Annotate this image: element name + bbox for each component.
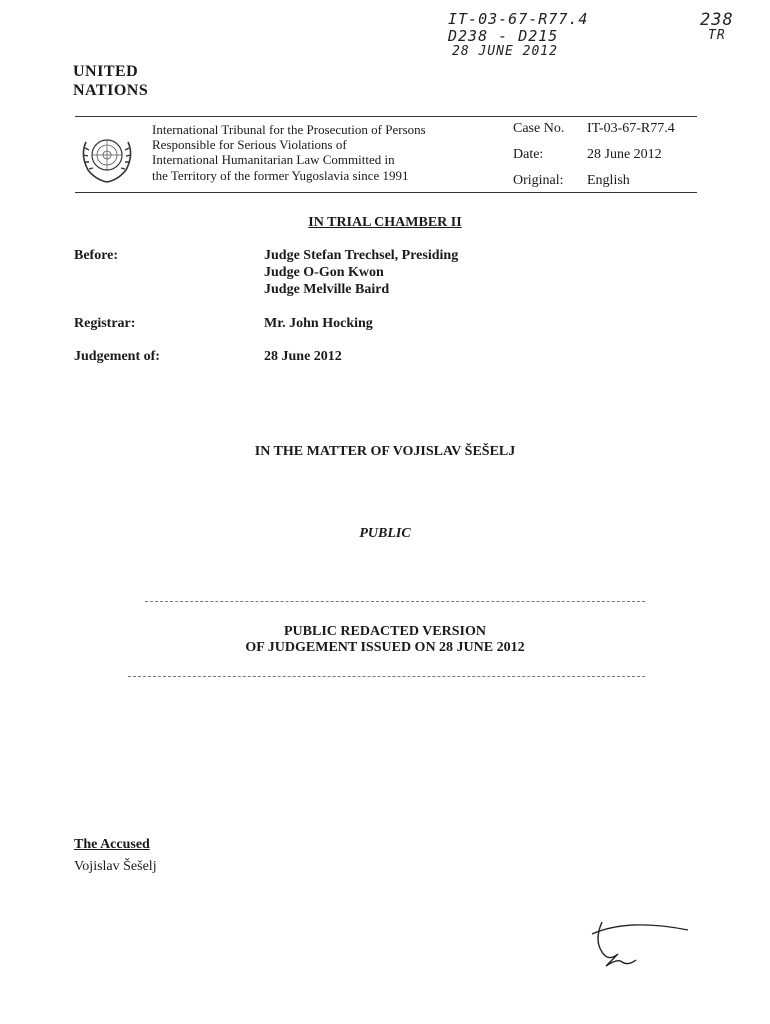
accused-heading: The Accused [74, 837, 150, 852]
version-top-rule [145, 601, 645, 602]
classification: PUBLIC [359, 526, 411, 541]
header-top-rule [75, 116, 697, 117]
case-number-value: IT-03-67-R77.4 [587, 121, 675, 136]
tribunal-name-line2: Responsible for Serious Violations of [152, 137, 347, 152]
judge-second: Judge O-Gon Kwon [264, 265, 384, 280]
original-value: English [587, 173, 630, 188]
tribunal-name-line3: International Humanitarian Law Committed in [152, 152, 395, 167]
org-name-line2: NATIONS [73, 82, 149, 99]
version-line2: OF JUDGEMENT ISSUED ON 28 JUNE 2012 [245, 640, 525, 655]
handwritten-initials: TR [708, 28, 726, 43]
original-label: Original: [513, 173, 564, 188]
signature-icon [588, 910, 698, 972]
before-label: Before: [74, 248, 119, 263]
org-name-line1: UNITED [73, 63, 139, 80]
tribunal-name-line1: International Tribunal for the Prosecution of Persons [152, 122, 426, 137]
case-number-label: Case No. [513, 121, 565, 136]
un-emblem-icon [76, 128, 138, 186]
judge-presiding: Judge Stefan Trechsel, Presiding [264, 248, 459, 263]
version-bottom-rule [128, 676, 645, 677]
handwritten-case-ref: IT-03-67-R77.4 [448, 10, 589, 28]
header-bottom-rule [75, 192, 697, 193]
date-label: Date: [513, 147, 544, 162]
matter-title: IN THE MATTER OF VOJISLAV ŠEŠELJ [254, 444, 516, 459]
judgement-value: 28 June 2012 [264, 349, 342, 364]
chamber-heading: IN TRIAL CHAMBER II [308, 215, 462, 230]
date-value: 28 June 2012 [587, 147, 662, 162]
version-line1: PUBLIC REDACTED VERSION [283, 624, 486, 639]
registrar-label: Registrar: [74, 316, 136, 331]
handwritten-date: 28 JUNE 2012 [452, 44, 558, 59]
tribunal-name-line4: the Territory of the former Yugoslavia since 1991 [152, 168, 409, 183]
registrar-value: Mr. John Hocking [264, 316, 373, 331]
judgement-label: Judgement of: [74, 349, 160, 364]
handwritten-page-number: 238 [700, 10, 734, 30]
accused-name: Vojislav Šešelj [74, 859, 157, 874]
handwritten-doc-range: D238 - D215 [448, 27, 559, 45]
judge-third: Judge Melville Baird [264, 282, 390, 297]
